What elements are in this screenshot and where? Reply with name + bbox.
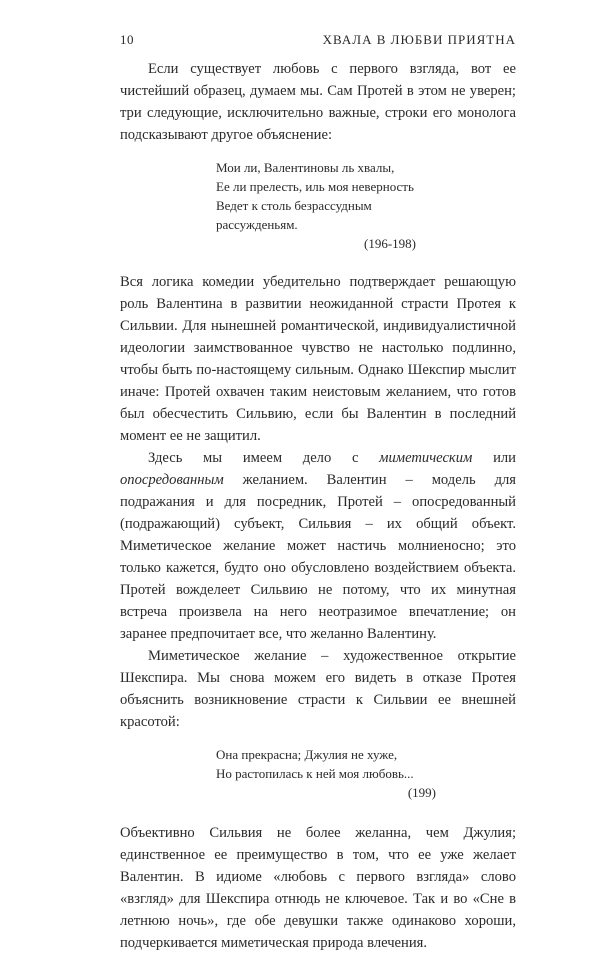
paragraph-3 <box>120 447 516 645</box>
paragraph-2: Вся логика комедии убедительно подтверждает решающую роль Валентина в развитии неожиданной страсти Протея к Сильвии. Для нынешней романтической, индивидуалистичной идеологии заимствованное чувство не настолько подлинно, чтобы быть по-настоящему сильным. Однако Шекспир мыслит иначе: Протей охвачен таким неистовым желанием, что готов был обесчестить Сильвию, если бы Валентин в последний момент ее не защитил. <box>120 274 516 444</box>
page-body <box>120 58 516 954</box>
paragraph-3-text: Здесь мы имеем дело с <box>148 450 380 466</box>
running-title: ХВАЛА В ЛЮБВИ ПРИЯТНА <box>322 32 516 47</box>
verse-line: Она прекрасна; Джулия не хуже, <box>216 747 398 762</box>
running-header <box>120 32 516 48</box>
emphasis-mediated: опосредованным <box>120 472 224 488</box>
paragraph-4: Миметическое желание – художественное открытие Шекспира. Мы снова можем его видеть в отказе Протея объяснить возникновение страсти к Сильвии ее внешней красотой: <box>120 648 516 730</box>
verse-line: Мои ли, Валентиновы ль хвалы, <box>216 160 395 175</box>
verse-line: Но растопилась к ней моя любовь... <box>216 766 414 781</box>
verse-citation: (199) <box>407 785 436 800</box>
verse-citation: (196-198) <box>364 236 416 251</box>
paragraph-5: Объективно Сильвия не более желанна, чем Джулия; единственное ее преимущество в том, что ее уже желает Валентин. В идиоме «любовь с первого взгляда» слово «взгляд» для Шекспира отнюдь не ключевое. Так и во «Сне в летнюю ночь», где обе девушки также одинаково хороши, подчеркивается миметическая природа влечения. <box>120 825 516 951</box>
verse-quote-1 <box>216 158 416 253</box>
paragraph-1: Если существует любовь с первого взгляда, вот ее чистейший образец, думаем мы. Сам Протей в этом не уверен; три следующие, исключительно важные, строки его монолога подсказывают другое объяснение: <box>120 61 516 143</box>
paragraph-3-text: желанием. Валентин – модель для подражания и для посредник, Протей – опосредованный (подражающий) субъект, Сильвия – их общий объект. Миметическое желание может настичь молниеносно; это только кажется, будто оно обусловлено воздействием объекта. Протей вожделеет Сильвию не потому, что их минутная встреча произвела на него неотразимое впечатление; он заранее предпочитает все, что желанно Валентину. <box>120 472 516 642</box>
emphasis-mimetic: миметическим <box>379 450 473 466</box>
verse-line: Ведет к столь безрассудным рассужденьям. <box>216 198 372 232</box>
paragraph-3-text: или <box>472 450 516 466</box>
page-number: 10 <box>120 32 134 47</box>
verse-line: Ее ли прелесть, иль моя неверность <box>216 179 414 194</box>
verse-quote-2 <box>216 745 436 802</box>
